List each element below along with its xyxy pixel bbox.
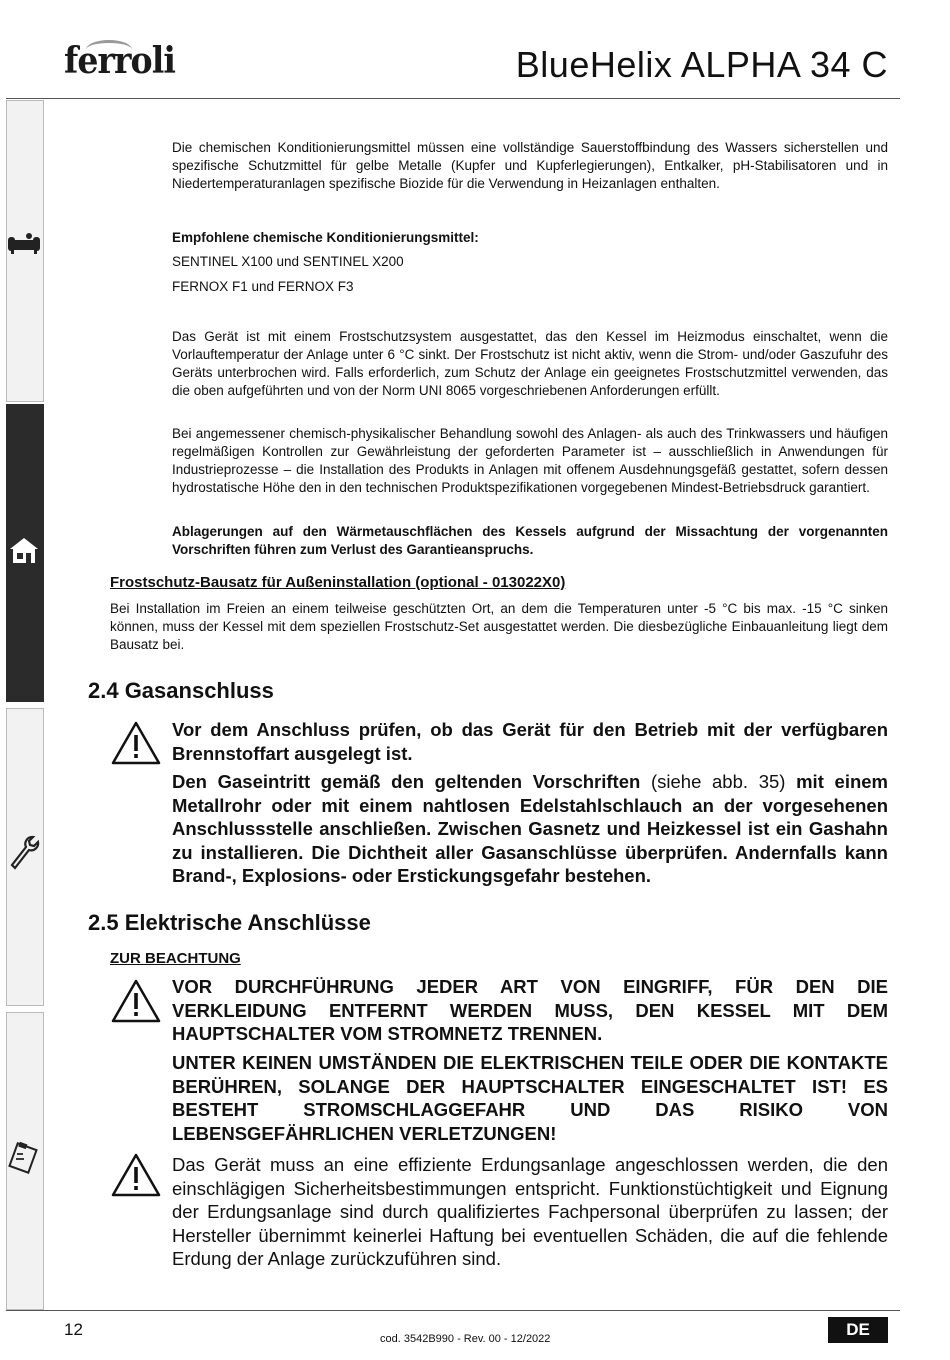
user-sofa-icon — [6, 232, 42, 263]
warning-icon — [110, 978, 162, 1024]
frost-kit-text: Bei Installation im Freien an einem teilweise geschützten Ort, an dem die Temperaturen unter -5 °C bis max. -15 °C sinken können, muss der Kessel mit dem speziellen Frostschutz-Set ausgestattet werden. Die diesbezügliche Einbauanleitung liegt dem Bausatz bei. — [110, 601, 888, 652]
house-install-icon — [6, 535, 42, 574]
grounding-warning: Das Gerät muss an eine effiziente Erdungsanlage angeschlossen werden, die den einschlägigen Sicherheitsbestimmungen entspricht. Funktionstüchtigkeit und Eignung der Erdungsanlage sind durch qualifiziertes Fachpersonal überprüfen zu lassen; der Hersteller übernimmt keinerlei Haftung bei eventuellen Schäden, die auf die fehlende Erdung der Anlage zurückzuführen sind. — [172, 1154, 888, 1269]
clipboard-icon — [6, 1140, 42, 1183]
section-heading-gas: 2.4 Gasanschluss — [88, 678, 274, 703]
frost-kit-title: Frostschutz-Bausatz für Außeninstallation (optional - 013022X0) — [110, 574, 566, 591]
warning-icon — [110, 1152, 162, 1198]
section-heading-electrical: 2.5 Elektrische Anschlüsse — [88, 910, 371, 935]
electrical-warning-2: UNTER KEINEN UMSTÄNDEN DIE ELEKTRISCHEN TEILE ODER DIE KONTAKTE BERÜHREN, SOLANGE DER HAUPTSCHALTER EINGESCHALTET IST! ES BESTEHT STROMSCHLAGGEFAHR UND DAS RISIKO VON LEBENSGEFÄHRLICHEN VERLETZUNGEN! — [172, 1052, 888, 1144]
language-badge: DE — [828, 1317, 888, 1343]
document-code: cod. 3542B990 - Rev. 00 - 12/2022 — [380, 1333, 551, 1345]
brand-logo: ferroli — [64, 40, 176, 82]
warranty-notice: Ablagerungen auf den Wärmetauschflächen des Kessels aufgrund der Missachtung der vorgenannten Vorschriften führen zum Verlust des Garantieanspruchs. — [172, 524, 888, 557]
document-title: BlueHelix ALPHA 34 C — [515, 44, 888, 85]
intro-paragraph-1: Die chemischen Konditionierungsmittel müssen eine vollständige Sauerstoffbindung des Wassers sicherstellen und spezifische Schutzmittel für gelbe Metalle (Kupfer und Kupferlegierungen), Entkalker, pH-Stabilisatoren und in Niedertemperaturanlagen spezifische Biozide für die Verwendung in Heizanlagen enthalten. — [172, 140, 888, 191]
frost-protection-paragraph: Das Gerät ist mit einem Frostschutzsystem ausgestattet, das den Kessel im Heizmodus einschaltet, wenn die Vorlauftemperatur der Anlage unter 6 °C sinkt. Der Frostschutz ist nicht aktiv, wenn die Strom- und/oder Gaszufuhr des Geräts unterbrochen wird. Falls erforderlich, zum Schutz der Anlage ein geeignetes Frostschutzmittel verwenden, das die oben aufgeführten und von der Norm UNI 8065 vorgeschriebenen Anforderungen erfüllt. — [172, 329, 888, 398]
warning-icon — [110, 720, 162, 766]
open-expansion-paragraph: Bei angemessener chemisch-physikalischer Behandlung sowohl des Anlagen- als auch des Trinkwassers und häufigen regelmäßigen Kontrollen zur Gewährleistung der geforderten Parameter ist – ausschließlich in Anwendungen für Industrieprozesse – die Installation des Produkts in Anlagen mit offenem Ausdehnungsgefäß gestattet, sofern dessen hydrostatische Höhe den in den technischen Produktspezifikationen vorgegebenen Mindest-Betriebsdruck garantiert. — [172, 426, 888, 495]
header-divider — [6, 98, 900, 99]
notice-label: ZUR BEACHTUNG — [110, 950, 241, 967]
electrical-warning-1: VOR DURCHFÜHRUNG JEDER ART VON EINGRIFF, FÜR DEN DIE VERKLEIDUNG ENTFERNT WERDEN MUSS, DEN KESSEL MIT DEM HAUPTSCHALTER VOM STROMNETZ TRENNEN. — [172, 976, 888, 1044]
recommended-agent-2: FERNOX F1 und FERNOX F3 — [172, 279, 354, 294]
wrench-icon — [6, 833, 42, 880]
footer-divider — [6, 1310, 900, 1311]
recommended-agent-1: SENTINEL X100 und SENTINEL X200 — [172, 254, 404, 269]
gas-warning-1: Vor dem Anschluss prüfen, ob das Gerät für den Betrieb mit der verfügbaren Brennstoffart ausgelegt ist. — [172, 719, 888, 764]
recommended-agents-title: Empfohlene chemische Konditionierungsmittel: — [172, 230, 479, 245]
gas-warning-2: Den Gaseintritt gemäß den geltenden Vorschriften (siehe abb. 35) mit einem Metallrohr oder mit einem nahtlosen Edelstahlschlauch an der vorgesehenen Anschlussstelle anschließen. Zwischen Gasnetz und Heizkessel ist ein Gashahn zu installieren. Die Dichtheit aller Gasanschlüsse überprüfen. Andernfalls kann Brand-, Explosions- oder Erstickungsgefahr bestehen. — [172, 771, 888, 886]
page-number: 12 — [64, 1320, 83, 1339]
